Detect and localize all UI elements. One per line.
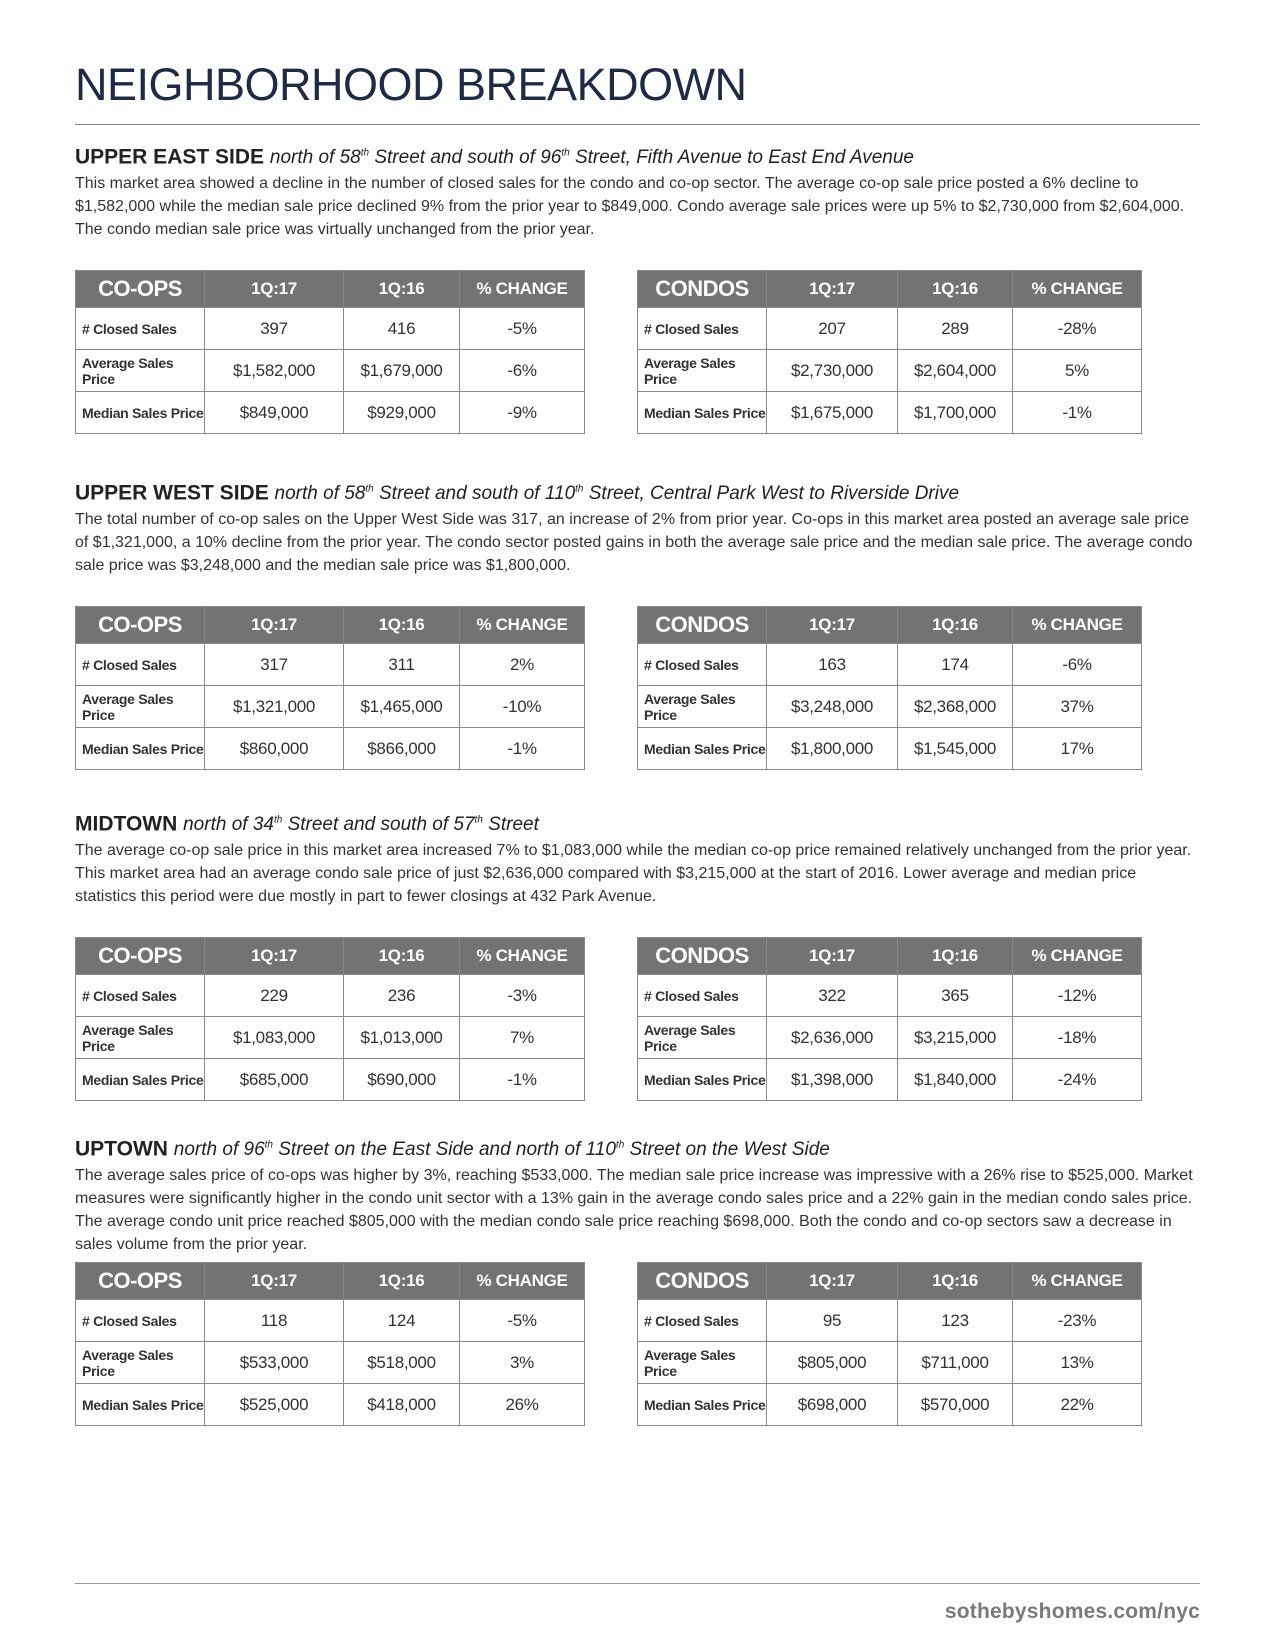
row-label: # Closed Sales (638, 975, 767, 1017)
table-cell: -9% (460, 392, 585, 434)
table-cell: 26% (460, 1384, 585, 1426)
section-summary: This market area showed a decline in the number of closed sales for the condo and co-op sector. The average co-op sale price posted a 6% decline to $1,582,000 while the median sale price declined 9% from the prior year to $849,000. Condo average sale prices were up 5% to $2,730,000 from $2,604,000. The condo median sale price was virtually unchanged from the prior year. (75, 175, 1185, 238)
section-heading (75, 1132, 1200, 1160)
boundary-text: Street and south of 110 (373, 483, 576, 505)
ordinal-suffix: th (264, 1140, 273, 1151)
table-cell: $2,636,000 (767, 1017, 898, 1059)
section-name: UPPER WEST SIDE (75, 481, 269, 505)
table-cell: -18% (1013, 1017, 1142, 1059)
section-summary: The total number of co-op sales on the Upper West Side was 317, an increase of 2% from prior year. Co-ops in this market area posted an average sale price of $1,321,000, a 10% decline from the prior year. The condo sector posted gains in both the average sale price and the median sale price. The average condo sale price was $3,248,000 and the median sale price was $1,800,000. (75, 511, 1193, 574)
table-cell: 311 (344, 644, 460, 686)
column-header: 1Q:16 (898, 271, 1013, 308)
condos-table-title: CONDOS (638, 607, 767, 644)
table-cell: -10% (460, 686, 585, 728)
table-cell: $1,083,000 (205, 1017, 344, 1059)
coops-table-title: CO-OPS (76, 271, 205, 308)
table-cell: $533,000 (205, 1342, 344, 1384)
condos-table (637, 1262, 1142, 1426)
column-header: 1Q:17 (767, 1263, 898, 1300)
section-upper-west-side (75, 476, 1200, 758)
table-cell: 22% (1013, 1384, 1142, 1426)
table-cell: -28% (1013, 308, 1142, 350)
table-cell: -5% (460, 1300, 585, 1342)
boundary-text: Street on the West Side (624, 1139, 830, 1161)
table-cell: $860,000 (205, 728, 344, 770)
table-cell: $711,000 (898, 1342, 1013, 1384)
boundary-text: Street and south of 96 (369, 147, 562, 169)
column-header: % CHANGE (460, 607, 585, 644)
table-header-row (638, 1263, 1142, 1300)
table-cell: 289 (898, 308, 1013, 350)
table-header-row (76, 1263, 585, 1300)
table-cell: 229 (205, 975, 344, 1017)
section-uptown (75, 1132, 1200, 1414)
footer-url: sothebyshomes.com/nyc (944, 1600, 1200, 1623)
ordinal-suffix: th (474, 815, 483, 826)
coops-table (75, 606, 585, 770)
table-cell: 2% (460, 644, 585, 686)
table-cell: 365 (898, 975, 1013, 1017)
table-cell: $1,679,000 (344, 350, 460, 392)
table-cell: $1,582,000 (205, 350, 344, 392)
table-cell: 5% (1013, 350, 1142, 392)
boundary-text: north of 34 (183, 814, 274, 836)
section-summary: The average sales price of co-ops was higher by 3%, reaching $533,000. The median sale price increase was impressive with a 26% rise to $525,000. Market measures were significantly higher in the condo unit sector with a 13% gain in the average condo sales price and a 22% gain in the median condo sales price. The average condo unit price reached $805,000 with the median condo sale price reaching $698,000. Both the condo and co-op sectors saw a decrease in sales volume from the prior year. (75, 1167, 1193, 1253)
column-header: 1Q:16 (344, 938, 460, 975)
table-cell: 124 (344, 1300, 460, 1342)
table-row (76, 1059, 585, 1101)
section-boundaries (174, 1139, 830, 1160)
table-row (638, 1300, 1142, 1342)
coops-table (75, 937, 585, 1101)
condos-table (637, 606, 1142, 770)
section-boundaries (183, 814, 539, 835)
column-header: % CHANGE (460, 271, 585, 308)
row-label: Median Sales Price (76, 1384, 205, 1426)
section-boundaries (270, 147, 914, 168)
table-cell: $3,248,000 (767, 686, 898, 728)
row-label: Median Sales Price (638, 392, 767, 434)
table-row (638, 392, 1142, 434)
column-header: 1Q:17 (205, 271, 344, 308)
table-cell: 174 (898, 644, 1013, 686)
table-cell: $1,321,000 (205, 686, 344, 728)
table-cell: -24% (1013, 1059, 1142, 1101)
table-row (638, 728, 1142, 770)
table-cell: 397 (205, 308, 344, 350)
column-header: 1Q:16 (344, 271, 460, 308)
row-label: # Closed Sales (638, 644, 767, 686)
table-row (638, 1384, 1142, 1426)
table-cell: $1,013,000 (344, 1017, 460, 1059)
table-cell: 3% (460, 1342, 585, 1384)
table-cell: -12% (1013, 975, 1142, 1017)
table-cell: -5% (460, 308, 585, 350)
column-header: % CHANGE (460, 938, 585, 975)
table-cell: -3% (460, 975, 585, 1017)
table-cell: 322 (767, 975, 898, 1017)
ordinal-suffix: th (365, 484, 374, 495)
table-row (76, 1300, 585, 1342)
table-row (76, 686, 585, 728)
row-label: Average Sales Price (76, 686, 205, 728)
row-label: Average Sales Price (76, 350, 205, 392)
table-row (76, 392, 585, 434)
boundary-text: Street, Fifth Avenue to East End Avenue (569, 147, 915, 169)
table-header-row (76, 938, 585, 975)
table-cell: $525,000 (205, 1384, 344, 1426)
page-title: NEIGHBORHOOD BREAKDOWN (75, 59, 747, 110)
section-name: UPTOWN (75, 1137, 168, 1161)
ordinal-suffix: th (273, 815, 283, 826)
row-label: # Closed Sales (638, 308, 767, 350)
column-header: 1Q:17 (767, 938, 898, 975)
section-heading (75, 807, 1200, 835)
table-cell: $805,000 (767, 1342, 898, 1384)
condos-table (637, 270, 1142, 434)
boundary-text: north of 58 (274, 483, 366, 505)
column-header: 1Q:16 (344, 607, 460, 644)
boundary-text: Street (482, 814, 539, 836)
table-cell: 7% (460, 1017, 585, 1059)
table-header-row (638, 271, 1142, 308)
table-cell: $1,700,000 (898, 392, 1013, 434)
table-header-row (76, 271, 585, 308)
row-label: Median Sales Price (638, 728, 767, 770)
section-summary: The average co-op sale price in this market area increased 7% to $1,083,000 while the median co-op price remained relatively unchanged from the prior year. This market area had an average condo sale price of just $2,636,000 compared with $3,215,000 at the start of 2016. Lower average and median price statistics this period were due mostly in part to fewer closings at 432 Park Avenue. (75, 842, 1192, 905)
table-cell: $685,000 (205, 1059, 344, 1101)
table-cell: 37% (1013, 686, 1142, 728)
section-upper-east-side (75, 140, 1200, 422)
column-header: 1Q:17 (767, 271, 898, 308)
section-name: UPPER EAST SIDE (75, 145, 265, 169)
table-cell: -1% (460, 728, 585, 770)
table-cell: $849,000 (205, 392, 344, 434)
table-cell: 207 (767, 308, 898, 350)
row-label: Average Sales Price (638, 1017, 767, 1059)
column-header: % CHANGE (1013, 938, 1142, 975)
table-row (76, 644, 585, 686)
section-heading (75, 140, 1200, 168)
column-header: 1Q:17 (205, 607, 344, 644)
table-cell: $2,730,000 (767, 350, 898, 392)
condos-table (637, 937, 1142, 1101)
table-cell: $518,000 (344, 1342, 460, 1384)
row-label: Median Sales Price (638, 1384, 767, 1426)
row-label: Average Sales Price (638, 1342, 767, 1384)
column-header: 1Q:17 (767, 607, 898, 644)
table-cell: $570,000 (898, 1384, 1013, 1426)
ordinal-suffix: th (360, 148, 370, 159)
column-header: 1Q:16 (344, 1263, 460, 1300)
table-cell: -1% (460, 1059, 585, 1101)
table-cell: $1,800,000 (767, 728, 898, 770)
row-label: # Closed Sales (76, 975, 205, 1017)
table-cell: 118 (205, 1300, 344, 1342)
row-label: # Closed Sales (76, 308, 205, 350)
table-cell: $690,000 (344, 1059, 460, 1101)
section-name: MIDTOWN (75, 812, 178, 836)
ordinal-suffix: th (561, 148, 570, 159)
title-divider (75, 124, 1200, 125)
row-label: Median Sales Price (76, 1059, 205, 1101)
column-header: 1Q:16 (898, 607, 1013, 644)
table-cell: 163 (767, 644, 898, 686)
table-row (638, 686, 1142, 728)
table-cell: 416 (344, 308, 460, 350)
table-cell: -6% (1013, 644, 1142, 686)
column-header: 1Q:17 (205, 938, 344, 975)
table-row (638, 644, 1142, 686)
condos-table-title: CONDOS (638, 1263, 767, 1300)
table-cell: $929,000 (344, 392, 460, 434)
boundary-text: Street on the East Side and north of 110 (272, 1139, 616, 1161)
table-row (638, 308, 1142, 350)
column-header: % CHANGE (1013, 607, 1142, 644)
table-cell: $1,398,000 (767, 1059, 898, 1101)
table-row (76, 975, 585, 1017)
table-row (638, 1017, 1142, 1059)
table-cell: $2,368,000 (898, 686, 1013, 728)
table-cell: 236 (344, 975, 460, 1017)
section-heading (75, 476, 1200, 504)
table-cell: 95 (767, 1300, 898, 1342)
boundary-text: Street, Central Park West to Riverside Drive (583, 483, 960, 505)
table-row (638, 350, 1142, 392)
table-row (638, 975, 1142, 1017)
table-cell: $866,000 (344, 728, 460, 770)
coops-table-title: CO-OPS (76, 938, 205, 975)
row-label: Median Sales Price (638, 1059, 767, 1101)
row-label: Average Sales Price (638, 350, 767, 392)
column-header: 1Q:16 (898, 938, 1013, 975)
row-label: Average Sales Price (76, 1342, 205, 1384)
row-label: Average Sales Price (638, 686, 767, 728)
footer-divider (75, 1583, 1200, 1584)
table-row (76, 1342, 585, 1384)
row-label: # Closed Sales (638, 1300, 767, 1342)
table-row (638, 1059, 1142, 1101)
table-cell: 123 (898, 1300, 1013, 1342)
row-label: Average Sales Price (76, 1017, 205, 1059)
row-label: Median Sales Price (76, 392, 205, 434)
row-label: # Closed Sales (76, 1300, 205, 1342)
coops-table (75, 270, 585, 434)
section-midtown (75, 807, 1200, 1089)
table-row (76, 308, 585, 350)
table-cell: $2,604,000 (898, 350, 1013, 392)
column-header: 1Q:17 (205, 1263, 344, 1300)
table-header-row (638, 607, 1142, 644)
table-cell: $418,000 (344, 1384, 460, 1426)
table-row (76, 350, 585, 392)
coops-table-title: CO-OPS (76, 1263, 205, 1300)
condos-table-title: CONDOS (638, 271, 767, 308)
table-header-row (638, 938, 1142, 975)
column-header: 1Q:16 (898, 1263, 1013, 1300)
row-label: # Closed Sales (76, 644, 205, 686)
table-cell: 13% (1013, 1342, 1142, 1384)
section-boundaries (275, 483, 959, 504)
column-header: % CHANGE (1013, 1263, 1142, 1300)
condos-table-title: CONDOS (638, 938, 767, 975)
table-cell: $1,465,000 (344, 686, 460, 728)
table-cell: -1% (1013, 392, 1142, 434)
column-header: % CHANGE (1013, 271, 1142, 308)
table-cell: 17% (1013, 728, 1142, 770)
coops-table-title: CO-OPS (76, 607, 205, 644)
table-row (76, 1384, 585, 1426)
table-row (76, 1017, 585, 1059)
table-row (76, 728, 585, 770)
table-cell: $1,545,000 (898, 728, 1013, 770)
table-cell: 317 (205, 644, 344, 686)
boundary-text: north of 58 (269, 147, 361, 169)
table-header-row (76, 607, 585, 644)
table-cell: $3,215,000 (898, 1017, 1013, 1059)
column-header: % CHANGE (460, 1263, 585, 1300)
ordinal-suffix: th (575, 484, 584, 495)
table-cell: $698,000 (767, 1384, 898, 1426)
ordinal-suffix: th (615, 1140, 625, 1151)
boundary-text: north of 96 (173, 1139, 265, 1161)
table-row (638, 1342, 1142, 1384)
table-cell: $1,675,000 (767, 392, 898, 434)
table-cell: -6% (460, 350, 585, 392)
table-cell: -23% (1013, 1300, 1142, 1342)
table-cell: $1,840,000 (898, 1059, 1013, 1101)
row-label: Median Sales Price (76, 728, 205, 770)
boundary-text: Street and south of 57 (282, 814, 475, 836)
coops-table (75, 1262, 585, 1426)
